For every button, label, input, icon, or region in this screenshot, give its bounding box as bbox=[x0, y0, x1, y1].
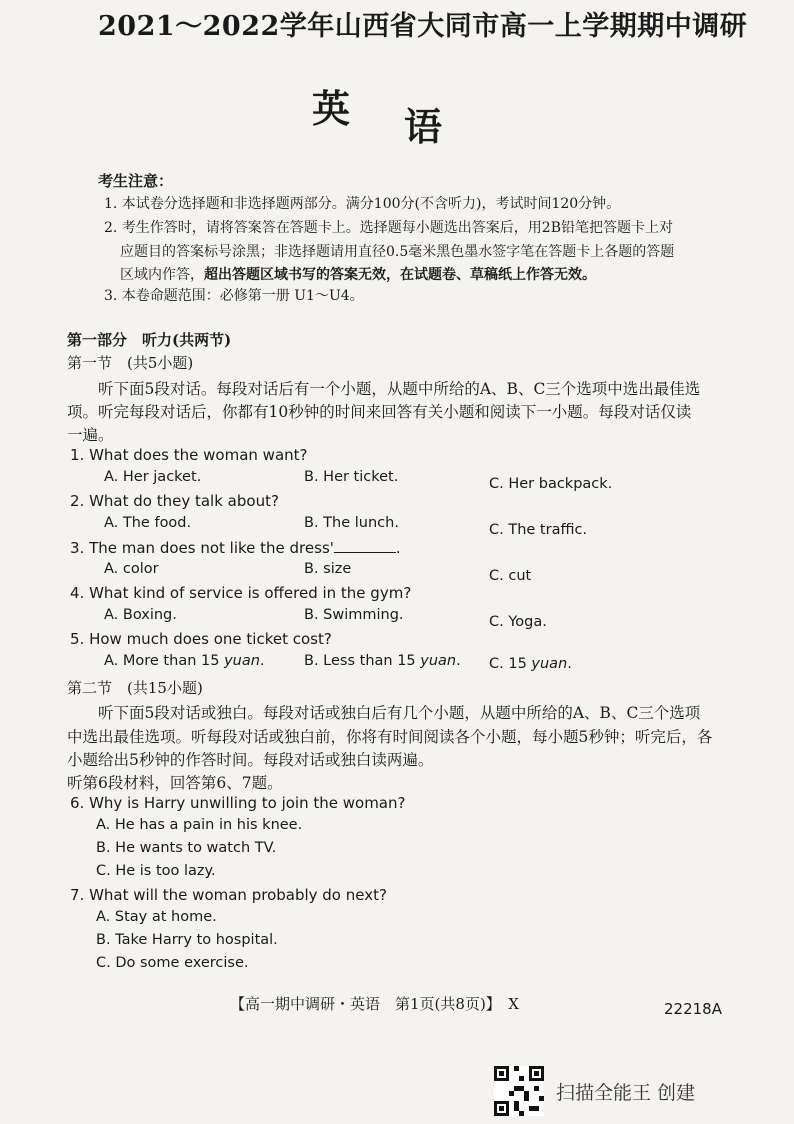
part1-heading: 第一部分 听力(共两节) bbox=[67, 331, 232, 349]
q1-option-c: C. Her backpack. bbox=[489, 476, 613, 492]
q5-option-a-dot: . bbox=[259, 653, 265, 669]
notice-item-2-line-3 bbox=[120, 264, 596, 284]
q2-option-c: C. The traffic. bbox=[489, 522, 588, 538]
q5-option-c-text: C. 15 bbox=[489, 656, 527, 672]
q7-option-b: B. Take Harry to hospital. bbox=[96, 932, 278, 948]
q3-option-b: B. size bbox=[304, 561, 352, 577]
section2-instr-3: 小题给出5秒钟的作答时间。每段对话或独白读两遍。 bbox=[67, 751, 434, 769]
q6-option-b: B. He wants to watch TV. bbox=[96, 840, 277, 856]
q5-option-b-dot: . bbox=[456, 653, 461, 669]
question-3 bbox=[70, 538, 401, 557]
section2-heading: 第二节 (共15小题) bbox=[67, 679, 203, 697]
question-7: 7. What will the woman probably do next? bbox=[70, 886, 387, 904]
question-5: 5. How much does one ticket cost? bbox=[70, 630, 332, 648]
answer-blank bbox=[334, 538, 396, 553]
question-3-text: 3. The man does not like the dress' bbox=[70, 539, 334, 557]
question-6: 6. Why is Harry unwilling to join the woman? bbox=[70, 794, 406, 812]
scanner-watermark: 扫描全能王 创建 bbox=[556, 1082, 696, 1104]
q5-option-a-unit: yuan bbox=[224, 653, 260, 669]
q3-option-a: A. color bbox=[104, 561, 159, 577]
notice-item-3: 3. 本卷命题范围：必修第一册 U1～U4。 bbox=[104, 288, 364, 304]
q5-option-a bbox=[104, 653, 265, 669]
question-3-end: . bbox=[395, 539, 401, 557]
q6-option-a: A. He has a pain in his knee. bbox=[96, 817, 303, 833]
section1-instr-3: 一遍。 bbox=[67, 426, 114, 444]
q7-option-c: C. Do some exercise. bbox=[96, 955, 249, 971]
notice-item-2-line-2: 应题目的答案标号涂黑；非选择题请用直径0.5毫米黑色墨水签字笔在答题卡上各题的答题 bbox=[120, 244, 675, 260]
q4-option-a: A. Boxing. bbox=[104, 607, 177, 623]
q5-option-c bbox=[489, 656, 572, 672]
q5-option-b-text: B. Less than 15 bbox=[304, 653, 416, 669]
question-1: 1. What does the woman want? bbox=[70, 446, 308, 464]
section2-instr-2: 中选出最佳选项。听每段对话或独白前，你将有时间阅读各个小题，每小题5秒钟；听完后，各 bbox=[67, 728, 713, 746]
q4-option-b: B. Swimming. bbox=[304, 607, 404, 623]
q5-option-c-dot: . bbox=[567, 656, 572, 672]
q5-option-a-text: A. More than 15 bbox=[104, 653, 220, 669]
qr-code-icon bbox=[494, 1066, 544, 1116]
q5-option-b bbox=[304, 653, 461, 669]
question-4: 4. What kind of service is offered in the gym? bbox=[70, 584, 412, 602]
notice-warning: 超出答题区域书写的答案无效，在试题卷、草稿纸上作答无效。 bbox=[204, 267, 596, 283]
q2-option-a: A. The food. bbox=[104, 515, 192, 531]
notice-item-2-line-1: 2. 考生作答时，请将答案答在答题卡上。选择题每小题选出答案后，用2B铅笔把答题卡上对 bbox=[104, 220, 674, 236]
q4-option-c: C. Yoga. bbox=[489, 614, 547, 630]
section1-instr-2: 项。听完每段对话后，你都有10秒钟的时间来回答有关小题和阅读下一小题。每段对话仅读 bbox=[67, 403, 692, 421]
notice-title: 考生注意： bbox=[98, 172, 174, 190]
q1-option-a: A. Her jacket. bbox=[104, 469, 202, 485]
notice-item-2-line-3-plain: 区域内作答， bbox=[120, 267, 204, 283]
material-6-note: 听第6段材料，回答第6、7题。 bbox=[67, 774, 283, 792]
q6-option-c: C. He is too lazy. bbox=[96, 863, 216, 879]
q5-option-c-unit: yuan bbox=[531, 656, 568, 672]
subject-char-2: 语 bbox=[404, 104, 443, 149]
subject-char-1: 英 bbox=[312, 86, 351, 131]
section1-instr-1: 听下面5段对话。每段对话后有一个小题，从题中所给的A、B、C三个选项中选出最佳选 bbox=[98, 380, 701, 398]
q3-option-c: C. cut bbox=[489, 568, 532, 584]
q2-option-b: B. The lunch. bbox=[304, 515, 399, 531]
page-title: 2021～2022学年山西省大同市高一上学期期中调研 bbox=[98, 11, 748, 42]
section2-instr-1: 听下面5段对话或独白。每段对话或独白后有几个小题，从题中所给的A、B、C三个选项 bbox=[98, 704, 701, 722]
q5-option-b-unit: yuan bbox=[420, 653, 457, 669]
q1-option-b: B. Her ticket. bbox=[304, 469, 399, 485]
page-footer: 【高一期中调研・英语 第1页(共8页)】 X bbox=[230, 995, 519, 1013]
paper-code: 22218A bbox=[664, 1000, 722, 1018]
question-2: 2. What do they talk about? bbox=[70, 492, 279, 510]
section1-heading: 第一节 (共5小题) bbox=[67, 354, 194, 372]
notice-item-1: 1. 本试卷分选择题和非选择题两部分。满分100分(不含听力)，考试时间120分钟。 bbox=[104, 196, 621, 212]
q7-option-a: A. Stay at home. bbox=[96, 909, 217, 925]
